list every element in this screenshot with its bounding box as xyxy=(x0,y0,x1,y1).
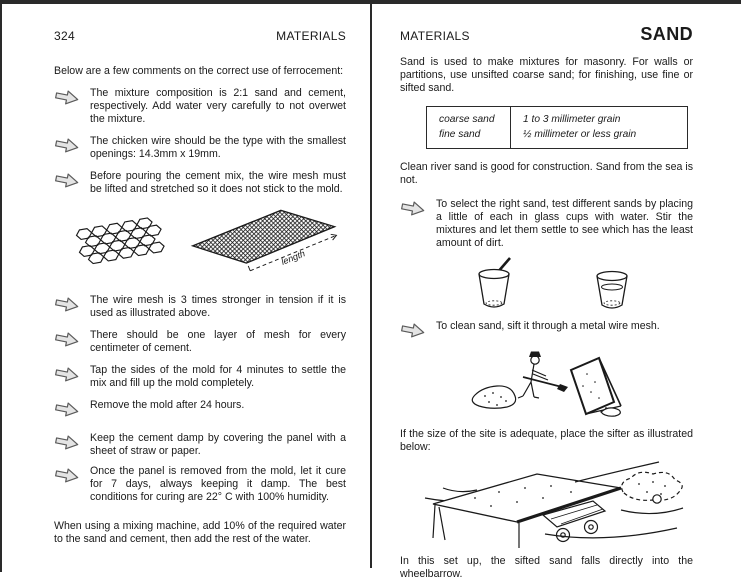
bullet-item xyxy=(400,320,693,344)
grain-description: 1 to 3 millimeter grain xyxy=(523,114,621,125)
bullet-text: Remove the mold after 24 hours. xyxy=(90,399,245,411)
grain-terms-column xyxy=(427,107,511,148)
bullet-text: To select the right sand, test different sands by placing a little of each in glass cups with water. Stir the mixtures and let them settle to see which has the least amount of dirt. xyxy=(436,198,693,249)
bullet-text: There should be one layer of mesh for every centimeter of cement. xyxy=(90,329,346,354)
bullet-item xyxy=(54,135,346,161)
bullet-arrow-icon xyxy=(54,465,81,489)
bullet-list xyxy=(400,320,693,344)
page-left xyxy=(2,4,370,546)
bullet-list xyxy=(54,294,346,504)
bullet-text: Keep the cement damp by covering the panel with a sheet of straw or paper. xyxy=(90,432,346,457)
bullet-text: Tap the sides of the mold for 4 minutes to settle the mix and fill up the mold completely. xyxy=(90,364,346,389)
running-header: MATERIALS xyxy=(276,29,346,43)
bullet-arrow-icon xyxy=(54,399,81,423)
bullet-item xyxy=(54,364,346,390)
bullet-item xyxy=(54,432,346,458)
bullet-arrow-icon xyxy=(54,87,81,111)
closing-paragraph: When using a mixing machine, add 10% of the required water to the sand and cement, then add the rest of the water. xyxy=(54,520,346,545)
mesh-length-label: length xyxy=(279,248,307,267)
bullet-list xyxy=(400,198,693,250)
page-left-header xyxy=(54,30,346,43)
bullet-text: The wire mesh is 3 times stronger in tension if it is used as illustrated above. xyxy=(90,294,346,319)
bullet-arrow-icon xyxy=(400,320,427,344)
page-title: SAND xyxy=(640,24,693,44)
page-right-header xyxy=(400,24,693,44)
stretched-mesh-illustration xyxy=(185,202,346,282)
bullet-item xyxy=(54,294,346,320)
grain-description: ½ millimeter or less grain xyxy=(523,129,637,140)
page-right xyxy=(372,4,741,581)
intro-paragraph: Sand is used to make mixtures for masonry. For walls or partitions, use unsifted coarse sand; for finishing, use fine or sifted sand. xyxy=(400,56,693,94)
bullet-item xyxy=(400,198,693,250)
bullet-item xyxy=(54,87,346,126)
sifting-scene-illustration xyxy=(400,348,693,422)
bullet-item xyxy=(54,170,346,196)
bullet-list xyxy=(54,87,346,196)
bullet-text: To clean sand, sift it through a metal wire mesh. xyxy=(436,320,660,332)
bullet-text: Once the panel is removed from the mold, let it cure for 7 days, always keeping it damp. The best conditions for curing are 22° C with 100% humidity. xyxy=(90,465,346,503)
wheelbarrow-paragraph: In this set up, the sifted sand falls directly into the wheelbarrow. xyxy=(400,555,693,580)
bullet-arrow-icon xyxy=(400,198,427,222)
bullet-text: The chicken wire should be the type with the smallest openings: 14.3mm x 19mm. xyxy=(90,135,346,160)
bullet-arrow-icon xyxy=(54,170,81,194)
bullet-arrow-icon xyxy=(54,294,81,318)
bullet-text: Before pouring the cement mix, the wire mesh must be lifted and stretched so it does not stick to the mold. xyxy=(90,170,346,195)
bullet-item xyxy=(54,399,346,423)
bullet-arrow-icon xyxy=(54,135,81,159)
sifter-table-illustration xyxy=(400,458,693,550)
intro-paragraph: Below are a few comments on the correct use of ferrocement: xyxy=(54,65,344,77)
bullet-arrow-icon xyxy=(54,364,81,388)
grain-size-table xyxy=(426,106,688,149)
glass-cups-illustration xyxy=(400,256,693,310)
grain-descriptions-column xyxy=(511,107,687,148)
mesh-illustrations xyxy=(68,202,346,282)
page-number: 324 xyxy=(54,29,75,43)
grain-term: fine sand xyxy=(439,129,481,140)
bullet-item xyxy=(54,465,346,504)
sifter-placement-paragraph: If the size of the site is adequate, place the sifter as illustrated below: xyxy=(400,428,693,453)
grain-term: coarse sand xyxy=(439,114,495,125)
bullet-arrow-icon xyxy=(54,329,81,353)
chicken-wire-illustration xyxy=(68,208,185,282)
bullet-arrow-icon xyxy=(54,432,81,456)
bullet-text: The mixture composition is 2:1 sand and cement, respectively. Add water very carefully to not overwet the mixture. xyxy=(90,87,346,125)
bullet-item xyxy=(54,329,346,355)
running-header: MATERIALS xyxy=(400,29,470,43)
river-sand-paragraph: Clean river sand is good for construction. Sand from the sea is not. xyxy=(400,161,693,186)
